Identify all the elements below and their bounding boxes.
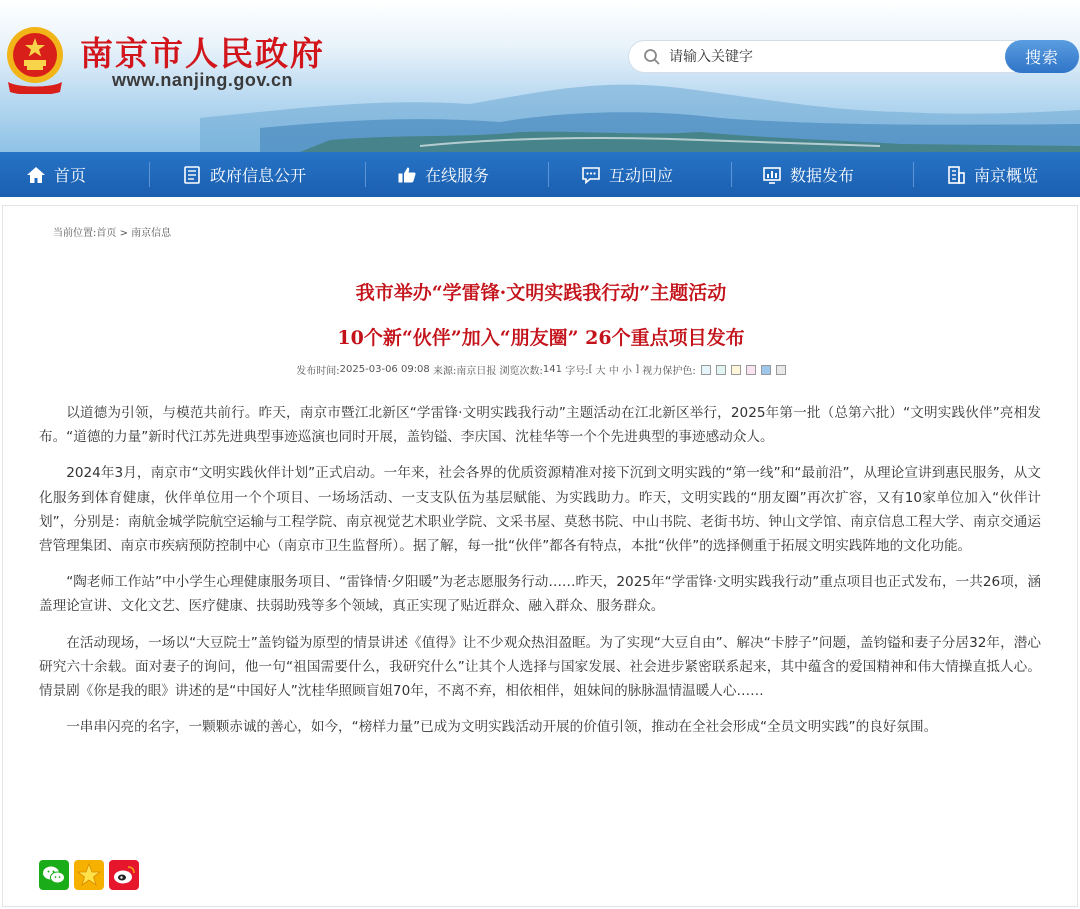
nav-divider [548, 162, 549, 187]
chat-icon [581, 165, 601, 185]
nav-item-interaction[interactable] [581, 152, 673, 197]
nav-label: 在线服务 [425, 166, 490, 185]
nav-divider [913, 162, 914, 187]
views-count: 141 [542, 364, 563, 375]
breadcrumb-home-link[interactable]: 首页 [96, 228, 117, 239]
search-icon [643, 48, 661, 66]
nav-item-home[interactable] [26, 152, 86, 197]
eye-color-swatch[interactable] [701, 365, 711, 375]
nav-divider [731, 162, 732, 187]
share-weibo-button[interactable] [109, 860, 139, 890]
qzone-icon [76, 862, 102, 888]
nav-label: 互动回应 [609, 166, 674, 185]
font-size-label: 字号: [565, 366, 589, 377]
nav-item-nanjing-overview[interactable] [946, 152, 1038, 197]
article-title-line1: 我市举办“学雷锋·文明实践我行动”主题活动 [355, 282, 727, 304]
publish-time-label: 发布时间: [296, 366, 340, 377]
source-label: 来源: [432, 366, 457, 377]
eye-color-swatch[interactable] [716, 365, 726, 375]
article-paragraph: 一串串闪亮的名字，一颗颗赤诚的善心，如今，“榜样力量”已成为文明实践活动开展的价值引领，推动在全社会形成“全员文明实践”的良好氛围。 [66, 719, 938, 736]
nav-item-gov-info[interactable] [182, 152, 306, 197]
thumbs-up-icon [397, 165, 417, 185]
nav-divider [365, 162, 366, 187]
site-url[interactable]: www.nanjing.gov.cn [112, 70, 294, 90]
nav-label: 数据发布 [790, 166, 855, 185]
eye-protection-label: 视力保护色: [642, 366, 696, 377]
views-label: 浏览次数: [499, 366, 543, 377]
font-size-medium-button[interactable]: 中 [608, 366, 619, 377]
building-icon [946, 165, 966, 185]
bar-chart-icon [762, 165, 782, 185]
nav-item-data-release[interactable] [762, 152, 854, 197]
document-icon [182, 165, 202, 185]
article-paragraph: 以道德为引领，与模范共前行。昨天，南京市暨江北新区“学雷锋·文明实践我行动”主题活动在江北新区举行，2025年第一批（总第六批）“文明实践伙伴”亮相发布。“道德的力量”新时代江苏先进典型事迹巡演也同时开展，盖钧镒、李庆国、沈桂华等一个个先进典型的事迹感动众人。 [39, 405, 1041, 446]
nav-divider [149, 162, 150, 187]
main-nav [0, 152, 1080, 197]
nav-item-online-service[interactable] [397, 152, 489, 197]
publish-time: 2025-03-06 09:08 [339, 364, 430, 375]
breadcrumb-separator: > [119, 228, 128, 239]
national-emblem-icon [4, 22, 66, 94]
bracket: ] [635, 364, 640, 375]
eye-color-swatch[interactable] [776, 365, 786, 375]
eye-color-swatch[interactable] [746, 365, 756, 375]
share-wechat-button[interactable] [39, 860, 69, 890]
search-box [628, 40, 1016, 73]
home-icon [26, 165, 46, 185]
search-button[interactable]: 搜索 [1005, 40, 1079, 73]
source: 南京日报 [456, 366, 497, 377]
article-container [2, 205, 1078, 907]
weibo-icon [111, 862, 137, 888]
eye-color-swatch[interactable] [731, 365, 741, 375]
search-input[interactable] [669, 49, 969, 65]
site-title[interactable]: 南京市人民政府 [80, 34, 325, 73]
article-meta [3, 362, 1079, 377]
breadcrumb-current-link[interactable]: 南京信息 [131, 228, 172, 239]
article-title-line2: 10个新“伙伴”加入“朋友圈” 26个重点项目发布 [337, 327, 745, 349]
article-paragraph: 在活动现场，一场以“大豆院士”盖钧镒为原型的情景讲述《值得》让不少观众热泪盈眶。为了实现“大豆自由”、解决“卡脖子”问题，盖钧镒和妻子分居32年，潜心研究六十余载。面对妻子的询问，他一句“祖国需要什么，我研究什么”让其个人选择与国家发展、社会进步紧密联系起来，其中蕴含的爱国精神和伟大情操直抵人心。情景剧《你是我的眼》讲述的是“中国好人”沈桂华照顾盲姐70年，不离不弃，相依相伴，姐妹间的脉脉温情温暖人心…… [39, 634, 1041, 700]
bracket: [ [588, 364, 593, 375]
article-paragraph: “陶老师工作站”中小学生心理健康服务项目、“雷锋情·夕阳暖”为老志愿服务行动……昨天，2025年“学雷锋·文明实践我行动”重点项目也正式发布，一共26项，涵盖理论宣讲、文化文艺、医疗健康、扶弱助残等多个领域，真正实现了贴近群众、融入群众、服务群众。 [39, 574, 1041, 615]
nav-label: 首页 [54, 166, 87, 185]
nav-label: 南京概览 [974, 166, 1039, 185]
eye-color-swatch[interactable] [761, 365, 771, 375]
breadcrumb-prefix: 当前位置: [53, 228, 97, 239]
font-size-small-button[interactable]: 小 [622, 366, 633, 377]
article-body [39, 401, 1041, 751]
wechat-icon [41, 862, 67, 888]
nav-label: 政府信息公开 [210, 166, 307, 185]
header-banner [0, 0, 1080, 152]
font-size-large-button[interactable]: 大 [595, 366, 606, 377]
share-bar [39, 860, 139, 890]
share-qzone-button[interactable] [74, 860, 104, 890]
breadcrumb [53, 224, 171, 239]
article-paragraph: 2024年3月，南京市“文明实践伙伴计划”正式启动。一年来，社会各界的优质资源精准对接下沉到文明实践的“第一线”和“最前沿”，从理论宣讲到惠民服务，从文化服务到体育健康，伙伴单位用一个个项目、一场场活动、一支支队伍为基层赋能、为实践助力。昨天，文明实践的“朋友圈”再次扩容，又有10家单位加入“伙伴计划”，分别是：南航金城学院航空运输与工程学院、南京视觉艺术职业学院、文采书屋、莫愁书院、中山书院、老街书坊、钟山文学馆、南京信息工程大学、南京交通运营管理集团、南京市疾病预防控制中心（南京市卫生监督所）。据了解，每一批“伙伴”都各有特点，本批“伙伴”的选择侧重于拓展文明实践阵地的文化功能。 [39, 465, 1041, 555]
